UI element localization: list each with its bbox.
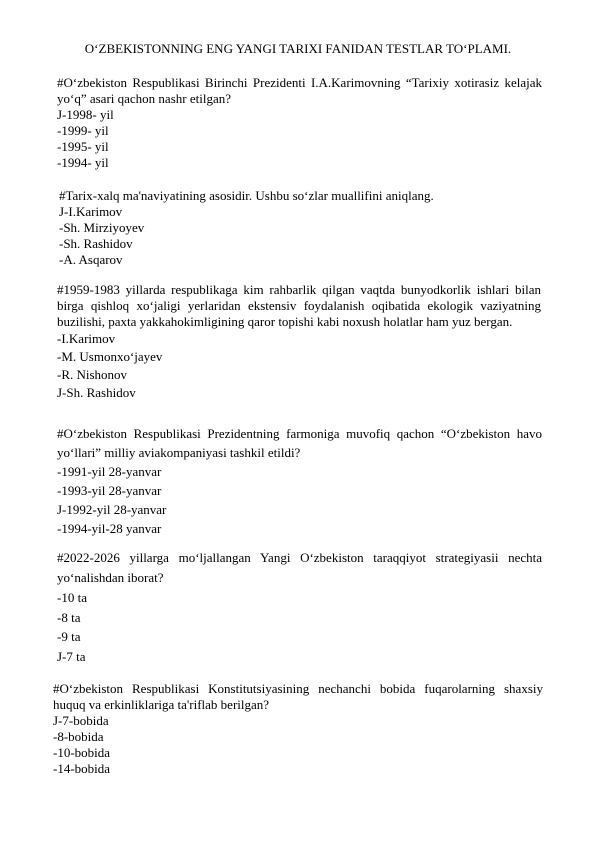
answer-option: -8 ta xyxy=(57,609,81,625)
question-text: #1959-1983 yillarda respublikaga kim rahbarlik qilgan vaqtda bunyodkorlik ishlari bilan birga qishloq xo‘jaligi yerlaridan ekstensiv foydalanish oqibatida ekologik vaziyatning buzilishi, paxta yakkahokimligining qaror topishi kabi noxush holatlar ham yuz bergan. xyxy=(57,282,541,329)
answer-option: J-Sh. Rashidov xyxy=(57,385,136,400)
answer-option: -M. Usmonxo‘jayev xyxy=(57,349,163,364)
answer-option: -Sh. Rashidov xyxy=(59,236,133,251)
answer-option: J-7 ta xyxy=(57,648,86,664)
question-text: #O‘zbekiston Respublikasi Birinchi Prezidenti I.A.Karimovning “Tarixiy xotirasiz kelajak yo‘q” asari qachon nashr etilgan? xyxy=(57,75,542,106)
answer-option: -A. Asqarov xyxy=(59,252,123,267)
question-block-5 xyxy=(57,548,542,666)
question-block-2 xyxy=(59,188,539,268)
answer-option: J-7-bobida xyxy=(53,713,109,728)
answer-option: -9 ta xyxy=(57,629,81,644)
answer-option: J-1992-yil 28-yanvar xyxy=(57,502,167,517)
answer-option: J-I.Karimov xyxy=(59,204,123,219)
question-text: #O‘zbekiston Respublikasi Konstitutsiyasining nechanchi bobida fuqarolarning shaxsiy huquq va erkinliklariga ta'riflab berilgan? xyxy=(53,681,543,712)
answer-option: -1991-yil 28-yanvar xyxy=(57,464,162,479)
answer-option: -1999- yil xyxy=(57,123,109,138)
answer-option: -R. Nishonov xyxy=(57,367,128,382)
question-block-3 xyxy=(57,282,541,402)
answer-option: -8-bobida xyxy=(53,729,104,744)
document-title: O‘ZBEKISTONNING ENG YANGI TARIXI FANIDAN TESTLAR TO‘PLAMI. xyxy=(84,41,512,56)
question-text: #2022-2026 yillarga mo‘ljallangan Yangi O‘zbekiston taraqqiyot strategiyasii nechta yo‘nalishdan iborat? xyxy=(57,550,542,585)
question-block-6 xyxy=(53,681,543,777)
question-text: #Tarix-xalq ma'naviyatining asosidir. Ushbu so‘zlar muallifini aniqlang. xyxy=(59,188,434,203)
answer-option: -Sh. Mirziyoyev xyxy=(59,220,145,235)
answer-option: -14-bobida xyxy=(53,761,111,776)
answer-option: J-1998- yil xyxy=(57,107,114,122)
answer-option: -1994-yil-28 yanvar xyxy=(57,521,162,536)
answer-option: -1995- yil xyxy=(57,139,109,154)
answer-option: -10-bobida xyxy=(53,745,111,760)
question-block-4 xyxy=(57,424,542,538)
question-block-1 xyxy=(57,75,542,171)
answer-option: -I.Karimov xyxy=(57,331,116,346)
answer-option: -1993-yil 28-yanvar xyxy=(57,483,162,498)
question-text: #O‘zbekiston Respublikasi Prezidentning farmoniga muvofiq qachon “O‘zbekiston havo yo‘llari” milliy aviakompaniyasi tashkil etildi? xyxy=(57,426,542,460)
answer-option: -10 ta xyxy=(57,590,87,605)
answer-option: -1994- yil xyxy=(57,155,109,170)
